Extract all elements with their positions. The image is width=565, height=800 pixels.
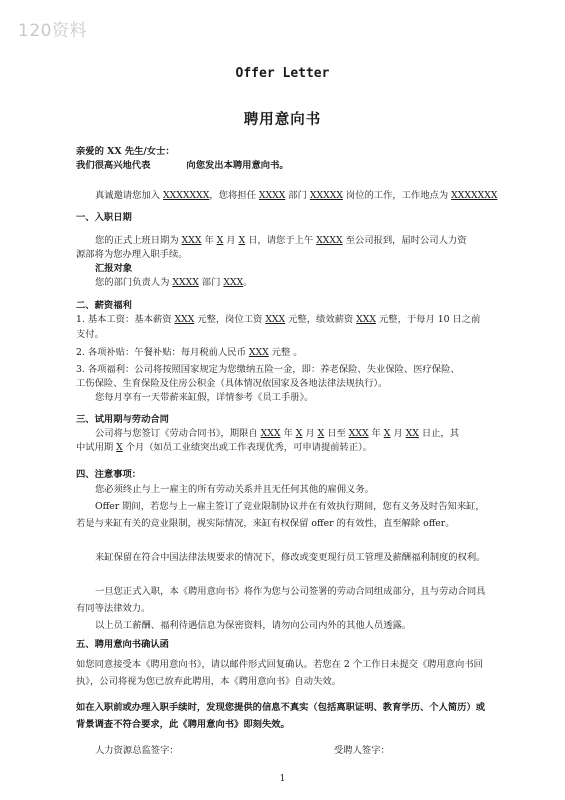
text: 真诚邀请您加入 xyxy=(95,190,164,201)
invalidation-notice: 如在入职前或办理入职手续时，发现您提供的信息不真实（包括离职证明、教育学历、个人简历）或背景调查不符合要求，此《聘用意向书》即刻失效。 xyxy=(76,702,486,730)
salary-item-1 xyxy=(76,313,480,327)
probation-months-field: X xyxy=(116,442,123,453)
salary-item-1-cont: 支付。 xyxy=(76,329,104,340)
notice-paragraph-4: 一旦您正式入职，本《聘用意向书》将作为您与公司签署的劳动合同组成部分，且与劳动合同具有同等法律效力。 xyxy=(76,586,486,614)
notice-paragraph-1: 您必须终止与上一雇主的所有劳动关系并且无任何其他的雇佣义务。 xyxy=(95,484,374,495)
notice-paragraph-3: 来缸保留在符合中国法律法规要求的情况下，修改或变更现行员工管理及薪酬福利制度的权利。 xyxy=(95,552,486,563)
text: 月 xyxy=(390,428,406,439)
month-field: X xyxy=(295,428,303,439)
text: 您的部门负责人为 xyxy=(95,277,173,288)
year-field: XXX xyxy=(348,428,369,439)
notice-paragraph-2: Offer 期间，若您与上一雇主签订了竞业限制协议并在有效执行期间，您有义务及时告知来缸，若是与来缸有关的竞业限制，视实际情况，来缸有权保留 offer 的有效性，直至解除 offer。 xyxy=(76,501,485,529)
manager-field: XXX xyxy=(223,277,244,288)
employee-signature-label: 受聘人签字： xyxy=(334,745,390,756)
company-field: XXXXXXX xyxy=(163,190,210,201)
post-pay-field: XXX xyxy=(265,314,286,325)
section-3-title: 三、试用期与劳动合同 xyxy=(76,414,169,425)
text: 岗位的工作，工作地点为 xyxy=(342,190,452,201)
start-date-line xyxy=(95,234,467,248)
text: 2. 各项补贴：午餐补贴：每月税前人民币 xyxy=(76,347,249,358)
month-field: X xyxy=(216,235,224,246)
text: 中试用期 xyxy=(76,442,117,453)
text: 日至 xyxy=(324,428,349,439)
bonus-pay-field: XXX xyxy=(356,314,377,325)
text: 月 xyxy=(223,235,239,246)
notice-paragraph-5: 以上员工薪酬、福利待遇信息为保密资料，请勿向公司内外的其他人员透露。 xyxy=(95,620,412,631)
invite-line xyxy=(95,189,497,203)
text: 您的正式上班日期为 xyxy=(95,235,182,246)
page-number: 1 xyxy=(279,774,286,784)
allowance-field: XXX xyxy=(248,347,269,358)
salary-item-3: 3. 各项福利：公司将按照国家规定为您缴纳五险一金，即：养老保险、失业保险、医疗保险、 xyxy=(76,364,460,375)
text: 年 xyxy=(280,428,296,439)
year-field: XXX xyxy=(260,428,281,439)
dept-field: XXXX xyxy=(258,190,286,201)
section-5-title: 五、聘用意向书确认函 xyxy=(76,639,169,650)
text: 元整，绩效薪资 xyxy=(285,314,357,325)
intro-left: 我们很高兴地代表 xyxy=(76,160,151,171)
text: 日止，其 xyxy=(418,428,460,439)
text: 年 xyxy=(368,428,384,439)
month-field: X xyxy=(383,428,391,439)
probation-line xyxy=(76,441,372,455)
dept-field: XXXX xyxy=(172,277,199,288)
salary-item-2 xyxy=(76,346,303,360)
text: 日，请您于上午 xyxy=(245,235,317,246)
greeting: 亲爱的 XX 先生/女士： xyxy=(76,146,175,157)
hr-signature-label: 人力资源总监签字： xyxy=(95,745,179,756)
text: 。 xyxy=(243,277,253,288)
text: 元整 。 xyxy=(268,347,303,358)
text: 1. 基本工资：基本薪资 xyxy=(76,314,175,325)
confirmation-paragraph: 如您同意接受本《聘用意向书》，请以邮件形式回复确认。若您在 2 个工作日未提交《聘用意向书回执》，公司将视为您已放弃此聘用，本《聘用意向书》自动失效。 xyxy=(76,659,483,687)
text: 年 xyxy=(201,235,217,246)
place-field: XXXXXXX xyxy=(451,190,498,201)
section-4-title: 四、注意事项： xyxy=(76,469,142,480)
time-field: XXXX xyxy=(316,235,343,246)
section-1-title: 一、入职日期 xyxy=(76,212,132,223)
report-to-line xyxy=(95,276,253,290)
post-field: XXXXX xyxy=(309,190,343,201)
text: 部门 xyxy=(285,190,310,201)
english-title: Offer Letter xyxy=(235,66,330,81)
day-field: X xyxy=(317,428,325,439)
text: 至公司报到，届时公司人力资 xyxy=(342,235,467,246)
text: 公司将与您签订《劳动合同书》，期限自 xyxy=(95,428,261,439)
start-date-line-2: 源部将为您办理入职手续。 xyxy=(76,249,188,260)
text: 部门 xyxy=(198,277,224,288)
salary-item-3-leave: 您每月享有一天带薪来缸假，详情参考《员工手册》。 xyxy=(95,392,314,403)
text: 元整，于每月 10 日之前 xyxy=(376,314,481,325)
intro-line xyxy=(76,159,289,173)
intro-right: 向您发出本聘用意向书。 xyxy=(186,160,289,171)
base-pay-field: XXX xyxy=(174,314,195,325)
report-to-title: 汇报对象 xyxy=(95,263,133,274)
text: 元整，岗位工资 xyxy=(194,314,266,325)
day-field: XX xyxy=(405,428,419,439)
chinese-title: 聘用意向书 xyxy=(243,111,322,128)
text: 月 xyxy=(302,428,318,439)
contract-line xyxy=(95,427,459,441)
year-field: XXX xyxy=(181,235,202,246)
section-2-title: 二、薪资福利 xyxy=(76,300,132,311)
salary-item-3-cont: 工伤保险、生育保险及住房公积金（具体情况依国家及各地法律法规执行）。 xyxy=(76,378,388,389)
watermark: 120资料 xyxy=(18,21,87,41)
text: 个月（如员工业绩突出或工作表现优秀，可申请提前转正）。 xyxy=(122,442,373,453)
day-field: X xyxy=(238,235,246,246)
text: ，您将担任 xyxy=(209,190,259,201)
